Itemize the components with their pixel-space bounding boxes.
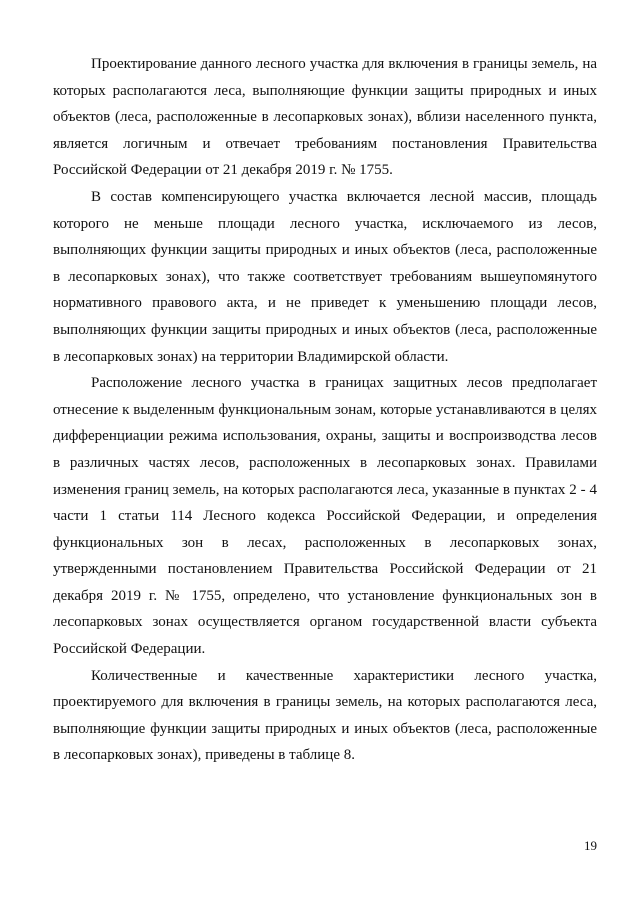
- page-number: 19: [584, 838, 597, 853]
- paragraph-3: Расположение лесного участка в границах защитных лесов предполагает отнесение к выделенным функциональным зонам, которые устанавливаются в целях дифференциации режима использования, охраны, защиты и воспроизводства лесов в различных частях лесов, расположенных в лесопарковых зонах. Правилами изменения границ земель, на которых располагаются леса, указанные в пунктах 2 - 4 части 1 статьи 114 Лесного кодекса Российской Федерации, и определения функциональных зон в лесах, расположенных в лесопарковых зонах, утвержденными постановлением Правительства Российской Федерации от 21 декабря 2019 г. № 1755, определено, что установление функциональных зон в лесопарковых зонах осуществляется органом государственной власти субъекта Российской Федерации.: [53, 375, 597, 658]
- body-text: [53, 51, 597, 769]
- paragraph-4: Количественные и качественные характеристики лесного участка, проектируемого для включения в границы земель, на которых располагаются леса, выполняющие функции защиты природных и иных объектов (леса, расположенные в лесопарковых зонах), приведены в таблице 8.: [53, 667, 597, 764]
- paragraph-1: Проектирование данного лесного участка для включения в границы земель, на которых располагаются леса, выполняющие функции защиты природных и иных объектов (леса, расположенные в лесопарковых зонах), вблизи населенного пункта, является логичным и отвечает требованиям постановления Правительства Российской Федерации от 21 декабря 2019 г. № 1755.: [53, 56, 597, 179]
- paragraph-2: В состав компенсирующего участка включается лесной массив, площадь которого не меньше площади лесного участка, исключаемого из лесов, выполняющих функции защиты природных и иных объектов (леса, расположенные в лесопарковых зонах), что также соответствует требованиям вышеупомянутого нормативного правового акта, и не приведет к уменьшению площади лесов, выполняющих функции защиты природных и иных объектов (леса, расположенные в лесопарковых зонах) на территории Владимирской области.: [53, 188, 597, 365]
